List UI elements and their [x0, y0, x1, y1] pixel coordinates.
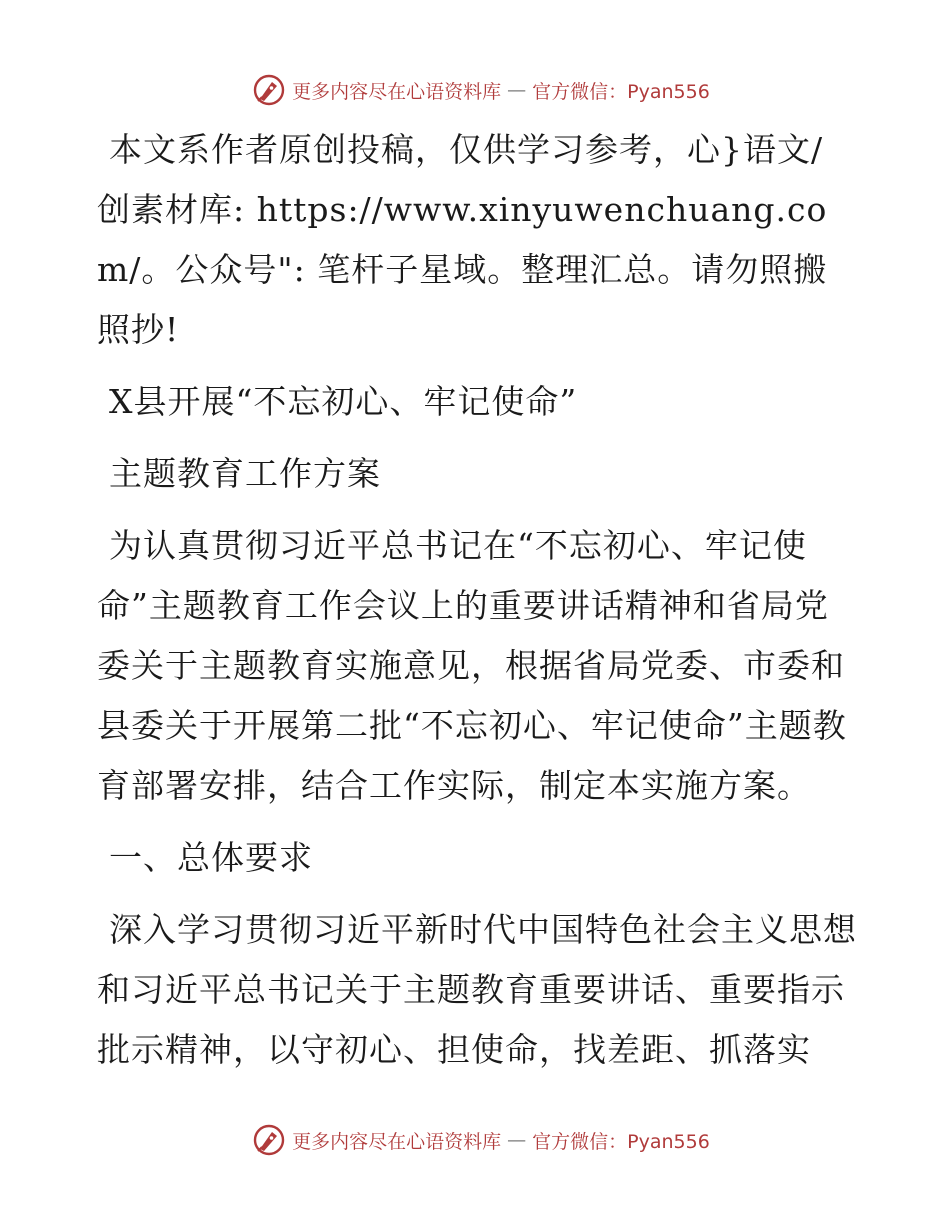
- banner-content: [252, 1123, 710, 1157]
- section-1-heading: 一、总体要求: [109, 838, 313, 877]
- banner-brand-text: 更多内容尽在心语资料库: [292, 80, 502, 103]
- pen-nib-logo-icon: [252, 73, 286, 107]
- banner-separator: —: [507, 79, 527, 101]
- header-banner: [0, 70, 950, 110]
- copyright-notice: 本文系作者原创投稿，仅供学习参考，心}语文/创素材库: https://www.xinyuwenchuang.com/。公众号": 笔杆子星域。整理汇总。请勿照搬照抄!: [97, 130, 828, 349]
- banner-content: [252, 73, 710, 107]
- footer-banner: [0, 1120, 950, 1160]
- document-title-line-1: X县开展“不忘初心、牢记使命”: [109, 382, 578, 421]
- document-body: [97, 120, 857, 1080]
- banner-wechat-text: 官方微信：Pyan556: [532, 80, 710, 103]
- pen-nib-logo-icon: [252, 1123, 286, 1157]
- banner-wechat-text: 官方微信：Pyan556: [532, 1130, 710, 1153]
- section-1-body: 深入学习贯彻习近平新时代中国特色社会主义思想和习近平总书记关于主题教育重要讲话、重要指示批示精神，以守初心、担使命，找差距、抓落实: [97, 910, 857, 1069]
- banner-separator: —: [507, 1129, 527, 1151]
- document-title-line-2: 主题教育工作方案: [109, 454, 381, 493]
- intro-paragraph: 为认真贯彻习近平总书记在“不忘初心、牢记使命”主题教育工作会议上的重要讲话精神和省局党委关于主题教育实施意见，根据省局党委、市委和县委关于开展第二批“不忘初心、牢记使命”主题教育部署安排，结合工作实际，制定本实施方案。: [97, 526, 847, 805]
- banner-brand-text: 更多内容尽在心语资料库: [292, 1130, 502, 1153]
